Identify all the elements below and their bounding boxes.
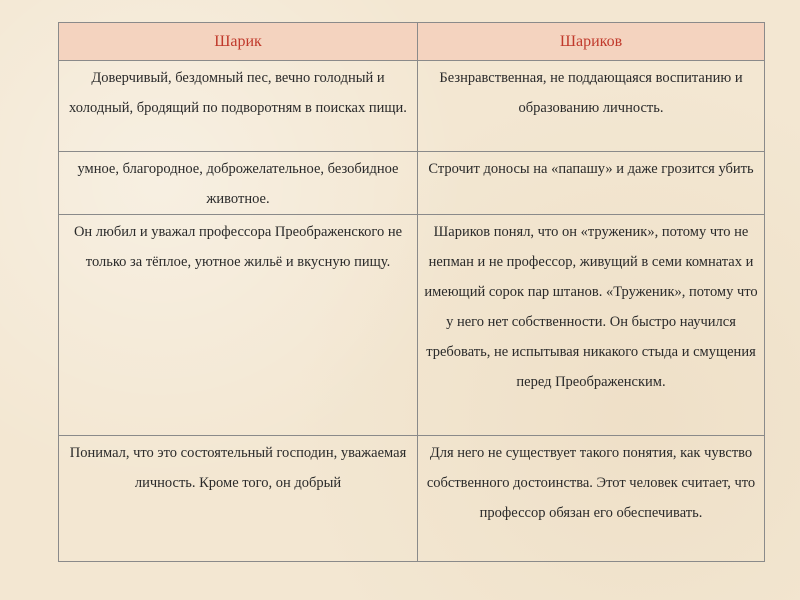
cell-sharik: Понимал, что это состоятельный господин, уважаемая личность. Кроме того, он добрый bbox=[59, 436, 418, 562]
cell-sharik: Доверчивый, бездомный пес, вечно голодный и холодный, бродящий по подворотням в поисках пищи. bbox=[59, 61, 418, 152]
comparison-table bbox=[58, 22, 765, 562]
table-row bbox=[59, 152, 765, 215]
cell-sharik: умное, благородное, доброжелательное, безобидное животное. bbox=[59, 152, 418, 215]
header-sharikov: Шариков bbox=[418, 23, 765, 61]
comparison-table-container bbox=[58, 22, 764, 562]
cell-sharik: Он любил и уважал профессора Преображенского не только за тёплое, уютное жильё и вкусную пищу. bbox=[59, 215, 418, 436]
cell-sharikov: Шариков понял, что он «труженик», потому что не непман и не профессор, живущий в семи комнатах и имеющий сорок пар штанов. «Труженик», потому что у него нет собственности. Он быстро научился требовать, не испытывая никакого стыда и смущения перед Преображенским. bbox=[418, 215, 765, 436]
cell-sharikov: Для него не существует такого понятия, как чувство собственного достоинства. Этот человек считает, что профессор обязан его обеспечивать. bbox=[418, 436, 765, 562]
cell-sharikov: Безнравственная, не поддающаяся воспитанию и образованию личность. bbox=[418, 61, 765, 152]
cell-sharikov: Строчит доносы на «папашу» и даже грозится убить bbox=[418, 152, 765, 215]
table-row bbox=[59, 61, 765, 152]
table-row bbox=[59, 436, 765, 562]
table-header-row bbox=[59, 23, 765, 61]
header-sharik: Шарик bbox=[59, 23, 418, 61]
table-row bbox=[59, 215, 765, 436]
